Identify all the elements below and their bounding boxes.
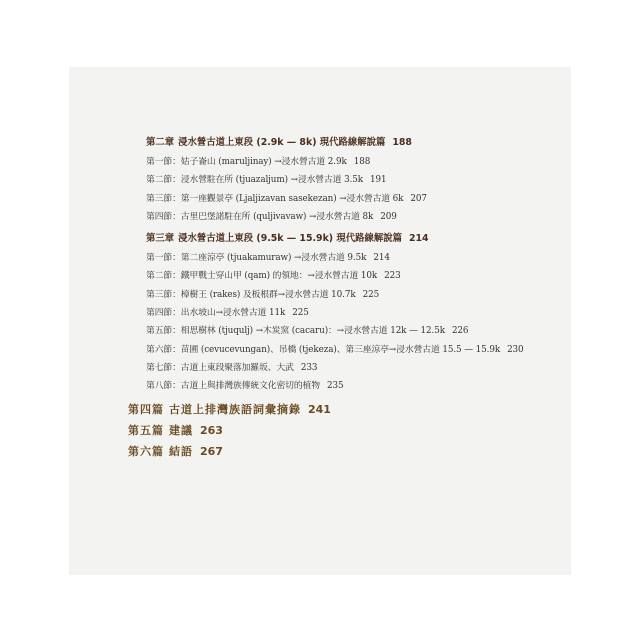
section-label: 第八節： [146,381,181,392]
page-number: 214 [373,253,390,264]
part-label: 第四篇 [128,402,164,416]
toc-section [146,286,571,304]
page-number: 230 [507,344,524,355]
page-number: 214 [408,233,429,245]
chapter-title: 浸水營古道上東段 (9.5k — 15.9k) 現代路線解說篇 [178,233,402,245]
book-page [69,67,571,575]
toc-section [146,322,571,340]
section-label: 第四節： [146,308,181,319]
toc-chapter-3 [146,229,571,249]
section-label: 第二節： [146,271,181,282]
chapter-label: 第三章 [146,233,175,245]
page-number: 267 [200,444,223,458]
section-title: 相思樹林 (tjuqulj) →木炭窯 (cacaru)：→浸水營古道 12k — 12.5k [180,326,445,337]
section-label: 第五節： [146,326,181,337]
section-label: 第六節： [146,344,181,355]
toc-section [146,304,571,322]
section-title: 古道上東段聚落加羅坂、大武 [180,362,294,373]
toc-section [146,249,571,267]
section-title: 出水坡山→浸水營古道 11k [180,308,286,319]
part-title: 結語 [169,444,193,458]
page-number: 191 [370,175,387,186]
section-title: 古里巴堡諾駐在所 (quljivavaw) →浸水營古道 8k [180,211,374,222]
page-number: 209 [380,211,397,222]
toc-section [146,190,571,208]
toc-section [146,208,571,226]
toc-part-6 [128,441,571,462]
section-title: 鐵甲戰士穿山甲 (qam) 的領地：→浸水營古道 10k [180,271,378,282]
part-label: 第六篇 [128,444,164,458]
section-label: 第三節： [146,289,181,300]
toc-section [146,267,571,285]
section-title: 第一座觀景亭 (Ljaljizavan sasekezan) →浸水營古道 6k [180,193,404,204]
part-label: 第五篇 [128,423,164,437]
section-title: 姑子崙山 (maruljinay) →浸水營古道 2.9k [180,157,347,167]
toc-part-4 [128,399,571,420]
section-title: 樟樹王 (rakes) 及板根群→浸水營古道 10.7k [180,289,356,300]
section-label: 第四節： [146,211,181,222]
table-of-contents [128,133,571,462]
toc-part-5 [128,420,571,441]
toc-section [146,341,571,359]
page-number: 263 [200,423,223,437]
section-label: 第二節： [146,175,181,186]
page-number: 241 [308,402,331,416]
section-title: 浸水營駐在所 (tjuazaljum) →浸水營古道 3.5k [180,175,364,186]
page-number: 235 [326,381,344,392]
section-title: 古道上與排灣族傳統文化密切的植物 [180,381,320,392]
section-title: 苗圃 (cevucevungan)、吊橋 (tjekeza)、第三座涼亭→浸水營古道 15.5 — 15.9k [180,344,501,355]
page-number: 225 [362,289,380,300]
part-title: 古道上排灣族語詞彙摘錄 [169,402,301,416]
page-number: 188 [392,137,412,148]
toc-chapter-2 [146,133,571,153]
toc-section [146,359,571,377]
toc-section [146,377,571,395]
chapter-label: 第二章 [146,137,175,148]
section-label: 第三節： [146,193,181,204]
page-number: 207 [410,193,427,204]
toc-section [146,153,571,171]
chapter-title: 浸水營古道上東段 (2.9k — 8k) 現代路線解說篇 [178,137,386,148]
section-label: 第一節： [146,157,181,167]
section-title: 第二座涼亭 (tjuakamuraw) →浸水營古道 9.5k [180,253,367,264]
section-label: 第一節： [146,253,181,264]
section-label: 第七節： [146,362,181,373]
page-number: 225 [292,308,309,319]
toc-section [146,171,571,189]
page-number: 223 [384,271,401,282]
part-title: 建議 [169,423,193,437]
page-number: 188 [353,157,371,167]
page-number: 226 [451,326,469,337]
page-number: 233 [300,362,318,373]
